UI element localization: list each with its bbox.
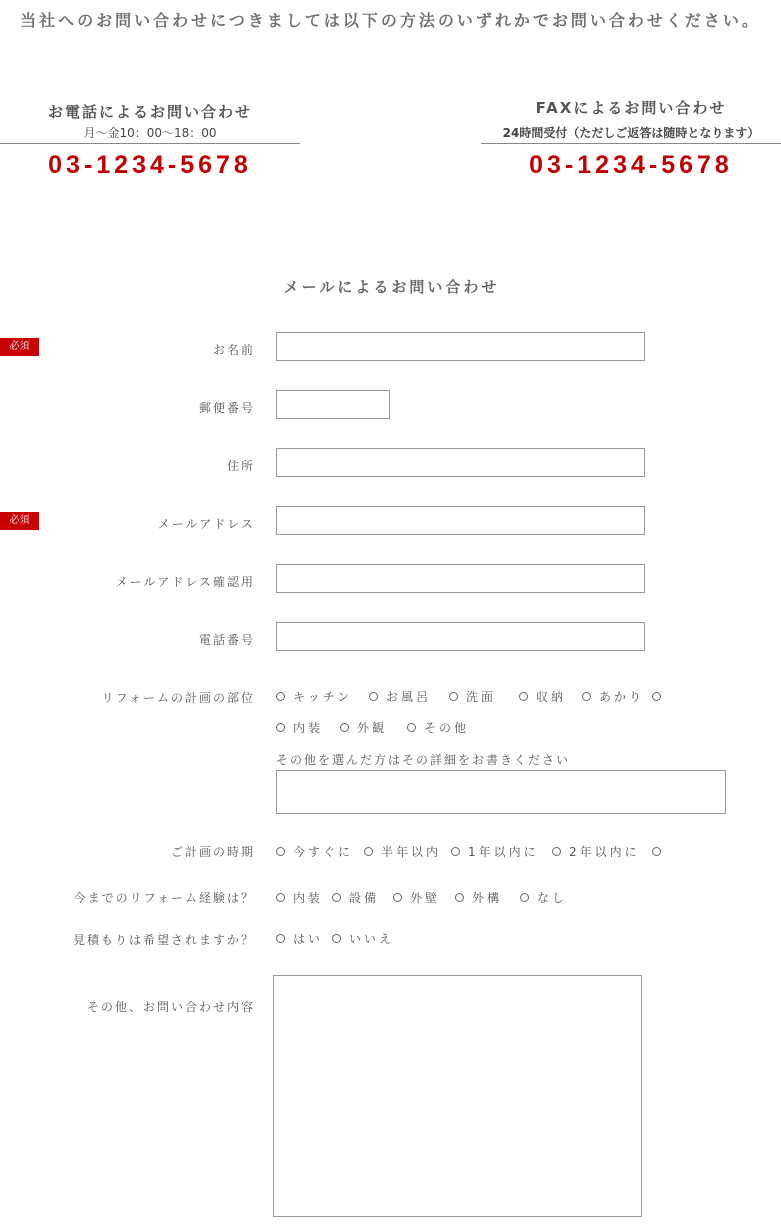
postal-code-label: 郵便番号 [198,401,255,415]
radio-icon [552,847,561,856]
experience-option[interactable]: なし [520,889,567,906]
radio-icon [276,692,285,701]
radio-icon [393,893,402,902]
radio-icon [276,847,285,856]
reform-part-option[interactable]: 内装 [276,719,323,736]
experience-option[interactable]: 設備 [332,889,379,906]
reform-part-option[interactable]: 洗面 [449,688,496,705]
inquiry-label: その他、お問い合わせ内容 [86,1000,255,1014]
reform-part-option[interactable]: キッチン [276,688,352,705]
experience-option[interactable]: 内装 [276,889,323,906]
reform-part-option[interactable]: その他 [407,719,469,736]
radio-icon [276,893,285,902]
radio-icon [407,723,416,732]
address-input[interactable] [276,448,645,477]
fax-contact-hours: 24時間受付（ただしご返答は随時となります） [502,126,760,140]
radio-icon [519,692,528,701]
timing-option[interactable]: 2年以内に [552,843,640,860]
name-input[interactable] [276,332,645,361]
radio-icon [582,692,591,701]
experience-option[interactable]: 外構 [455,889,502,906]
fax-number: 03-1234-5678 [529,151,733,179]
timing-option[interactable]: 半年以内 [364,843,441,860]
email-confirm-input[interactable] [276,564,645,593]
timing-option[interactable]: 今すぐに [276,843,353,860]
estimate-option[interactable]: いいえ [332,930,394,947]
inquiry-textarea[interactable] [273,975,642,1217]
email-label: メールアドレス [157,517,255,531]
radio-icon [455,893,464,902]
phone-input[interactable] [276,622,645,651]
postal-code-input[interactable] [276,390,390,419]
reform-part-option-blank[interactable] [652,692,661,701]
radio-icon [276,934,285,943]
other-detail-note: その他を選んだ方はその詳細をお書きください [276,753,571,767]
estimate-option[interactable]: はい [276,930,323,947]
phone-contact-divider [0,143,300,144]
reform-part-option[interactable]: あかり [582,688,644,705]
radio-icon [451,847,460,856]
intro-text: 当社へのお問い合わせにつきましては以下の方法のいずれかでお問い合わせください。 [20,11,761,30]
mail-form-heading: メールによるお問い合わせ [283,278,500,296]
radio-icon [276,723,285,732]
fax-contact-divider [481,143,781,144]
radio-icon [332,893,341,902]
required-badge: 必須 [0,338,39,356]
reform-part-option[interactable]: 収納 [519,688,566,705]
radio-icon [369,692,378,701]
reform-part-option[interactable]: お風呂 [369,688,431,705]
address-label: 住所 [226,459,255,473]
email-input[interactable] [276,506,645,535]
experience-option[interactable]: 外壁 [393,889,440,906]
phone-contact-title: お電話によるお問い合わせ [47,103,252,121]
timing-label: ご計画の時期 [170,845,255,859]
radio-icon [364,847,373,856]
phone-contact-hours: 月〜金10：00〜18：00 [83,126,217,140]
experience-label: 今までのリフォーム経験は？ [73,891,255,905]
radio-icon [449,692,458,701]
estimate-label: 見積もりは希望されますか？ [72,933,255,947]
reform-parts-label: リフォームの計画の部位 [101,691,255,705]
fax-contact-title: FAXによるお問い合わせ [535,99,727,117]
required-badge: 必須 [0,512,39,530]
timing-option[interactable]: 1年以内に [451,843,539,860]
phone-number[interactable]: 03-1234-5678 [48,151,252,179]
radio-icon [340,723,349,732]
radio-icon [332,934,341,943]
phone-label: 電話番号 [198,633,255,647]
radio-icon [520,893,529,902]
reform-part-option[interactable]: 外観 [340,719,387,736]
other-detail-textarea[interactable] [276,770,726,814]
email-confirm-label: メールアドレス確認用 [115,575,255,589]
timing-option-blank[interactable] [652,847,661,856]
name-label: お名前 [212,343,255,357]
